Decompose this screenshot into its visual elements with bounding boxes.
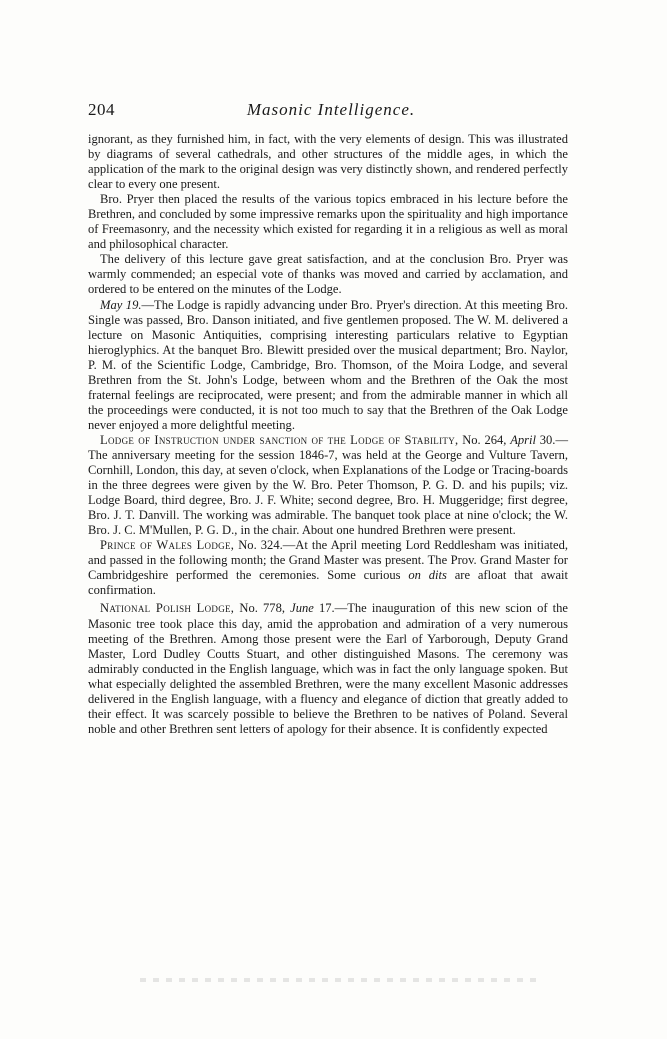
paragraph-2: Bro. Pryer then placed the results of the various topics embraced in his lecture before the Brethren, and concluded by some impressive remarks upon the spirituality and high importance of Freemasonry, and the necessity which existed for regarding it in a religious as well as moral and philosophical character.: [88, 192, 568, 252]
paragraph-4-text: —The Lodge is rapidly advancing under Bro. Pryer's direction. At this meeting Bro. Single was passed, Bro. Danson initiated, and five gentlemen proposed. The W. M. delivered a lecture on Masonic Antiquities, comprising interesting particulars relative to Egyptian hieroglyphics. At the banquet Bro. Blewitt presided over the musical department; Bro. Naylor, P. M. of the Scientific Lodge, Cambridge, Bro. Thomson, of the Moira Lodge, and several Brethren from the St. John's Lodge, between whom and the Brethren of the Oak the most fraternal feelings are reciprocated, were present; and from the admirable manner in which all the proceedings were conducted, it is not too much to say that the Brethren of the Oak Lodge never enjoyed a more delightful meeting.: [88, 297, 568, 432]
paragraph-6-text-b: are afloat that await confirmation.: [88, 568, 569, 598]
paragraph-7: [88, 601, 568, 736]
paragraph-6: [88, 538, 568, 598]
page-number: 204: [88, 100, 115, 119]
body-text: [88, 132, 568, 737]
paragraph-3: The delivery of this lecture gave great satisfaction, and at the conclusion Bro. Pryer was warmly commended; an especial vote of thanks was moved and carried by acclamation, and ordered to be entered on the minutes of the Lodge.: [88, 252, 568, 297]
paragraph-6-italic: on dits: [408, 568, 447, 583]
paragraph-4-date: May 19.: [100, 297, 142, 312]
paragraph-6-heading: Prince of Wales Lodge,: [100, 538, 235, 553]
paragraph-5-date: April: [510, 432, 536, 447]
paragraph-1: ignorant, as they furnished him, in fact, with the very elements of design. This was illustrated by diagrams of several cathedrals, and other structures of the middle ages, in which the application of the mark to the original design was very distinctly shown, and rendered perfectly clear to every one present.: [88, 132, 568, 192]
paragraph-7-heading: National Polish Lodge,: [100, 601, 235, 616]
paragraph-7-number: No. 778,: [234, 601, 291, 616]
paragraph-7-text: 17.—The inauguration of this new scion of the Masonic tree took place this day, amid the approbation and admiration of a very numerous meeting of the Brethren. Among those present were the Earl of Yarborough, Deputy Grand Master, Lord Dudley Coutts Stuart, and other distinguished Masons. The ceremony was admirably conducted in the English language, which was in fact the only language spoken. But what especially delighted the assembled Brethren, were the many excellent Masonic addresses delivered in the English language, with a fluency and elegance of diction that greatly added to their effect. It was scarcely possible to believe the Brethren to be natives of Poland. Several noble and other Brethren sent letters of apology for their absence. It is confidently expected: [88, 601, 568, 736]
paragraph-6-text-a: No. 324.—At the April meeting Lord Reddlesham was initiated, and passed in the following month; the Grand Master was present. The Prov. Grand Master for Cambridgeshire performed the ceremonies. Some curious: [88, 538, 568, 583]
paragraph-4: [88, 298, 568, 433]
paragraph-5-heading: Lodge of Instruction under sanction of the Lodge of Stability,: [100, 432, 459, 447]
paragraph-5-text: 30.—The anniversary meeting for the session 1846-7, was held at the George and Vulture Tavern, Cornhill, London, this day, at seven o'clock, when Explanations of the Lodge or Tracing-boards in the three degrees were given by the W. Bro. Peter Thomson, P. G. D. and his pupils; viz. Lodge Board, third degree, Bro. J. F. White; second degree, Bro. H. Muggeridge; first degree, Bro. J. T. Danvill. The working was admirable. The banquet took place at nine o'clock; the W. Bro. J. C. M'Mullen, P. G. D., in the chair. About one hundred Brethren were present.: [88, 432, 568, 538]
paragraph-5-number: No. 264,: [458, 432, 511, 447]
paragraph-5: [88, 433, 568, 538]
print-smudge: [140, 978, 540, 982]
paragraph-7-date: June: [290, 601, 314, 616]
running-head: Masonic Intelligence.: [246, 100, 416, 119]
page-header: [88, 100, 574, 122]
